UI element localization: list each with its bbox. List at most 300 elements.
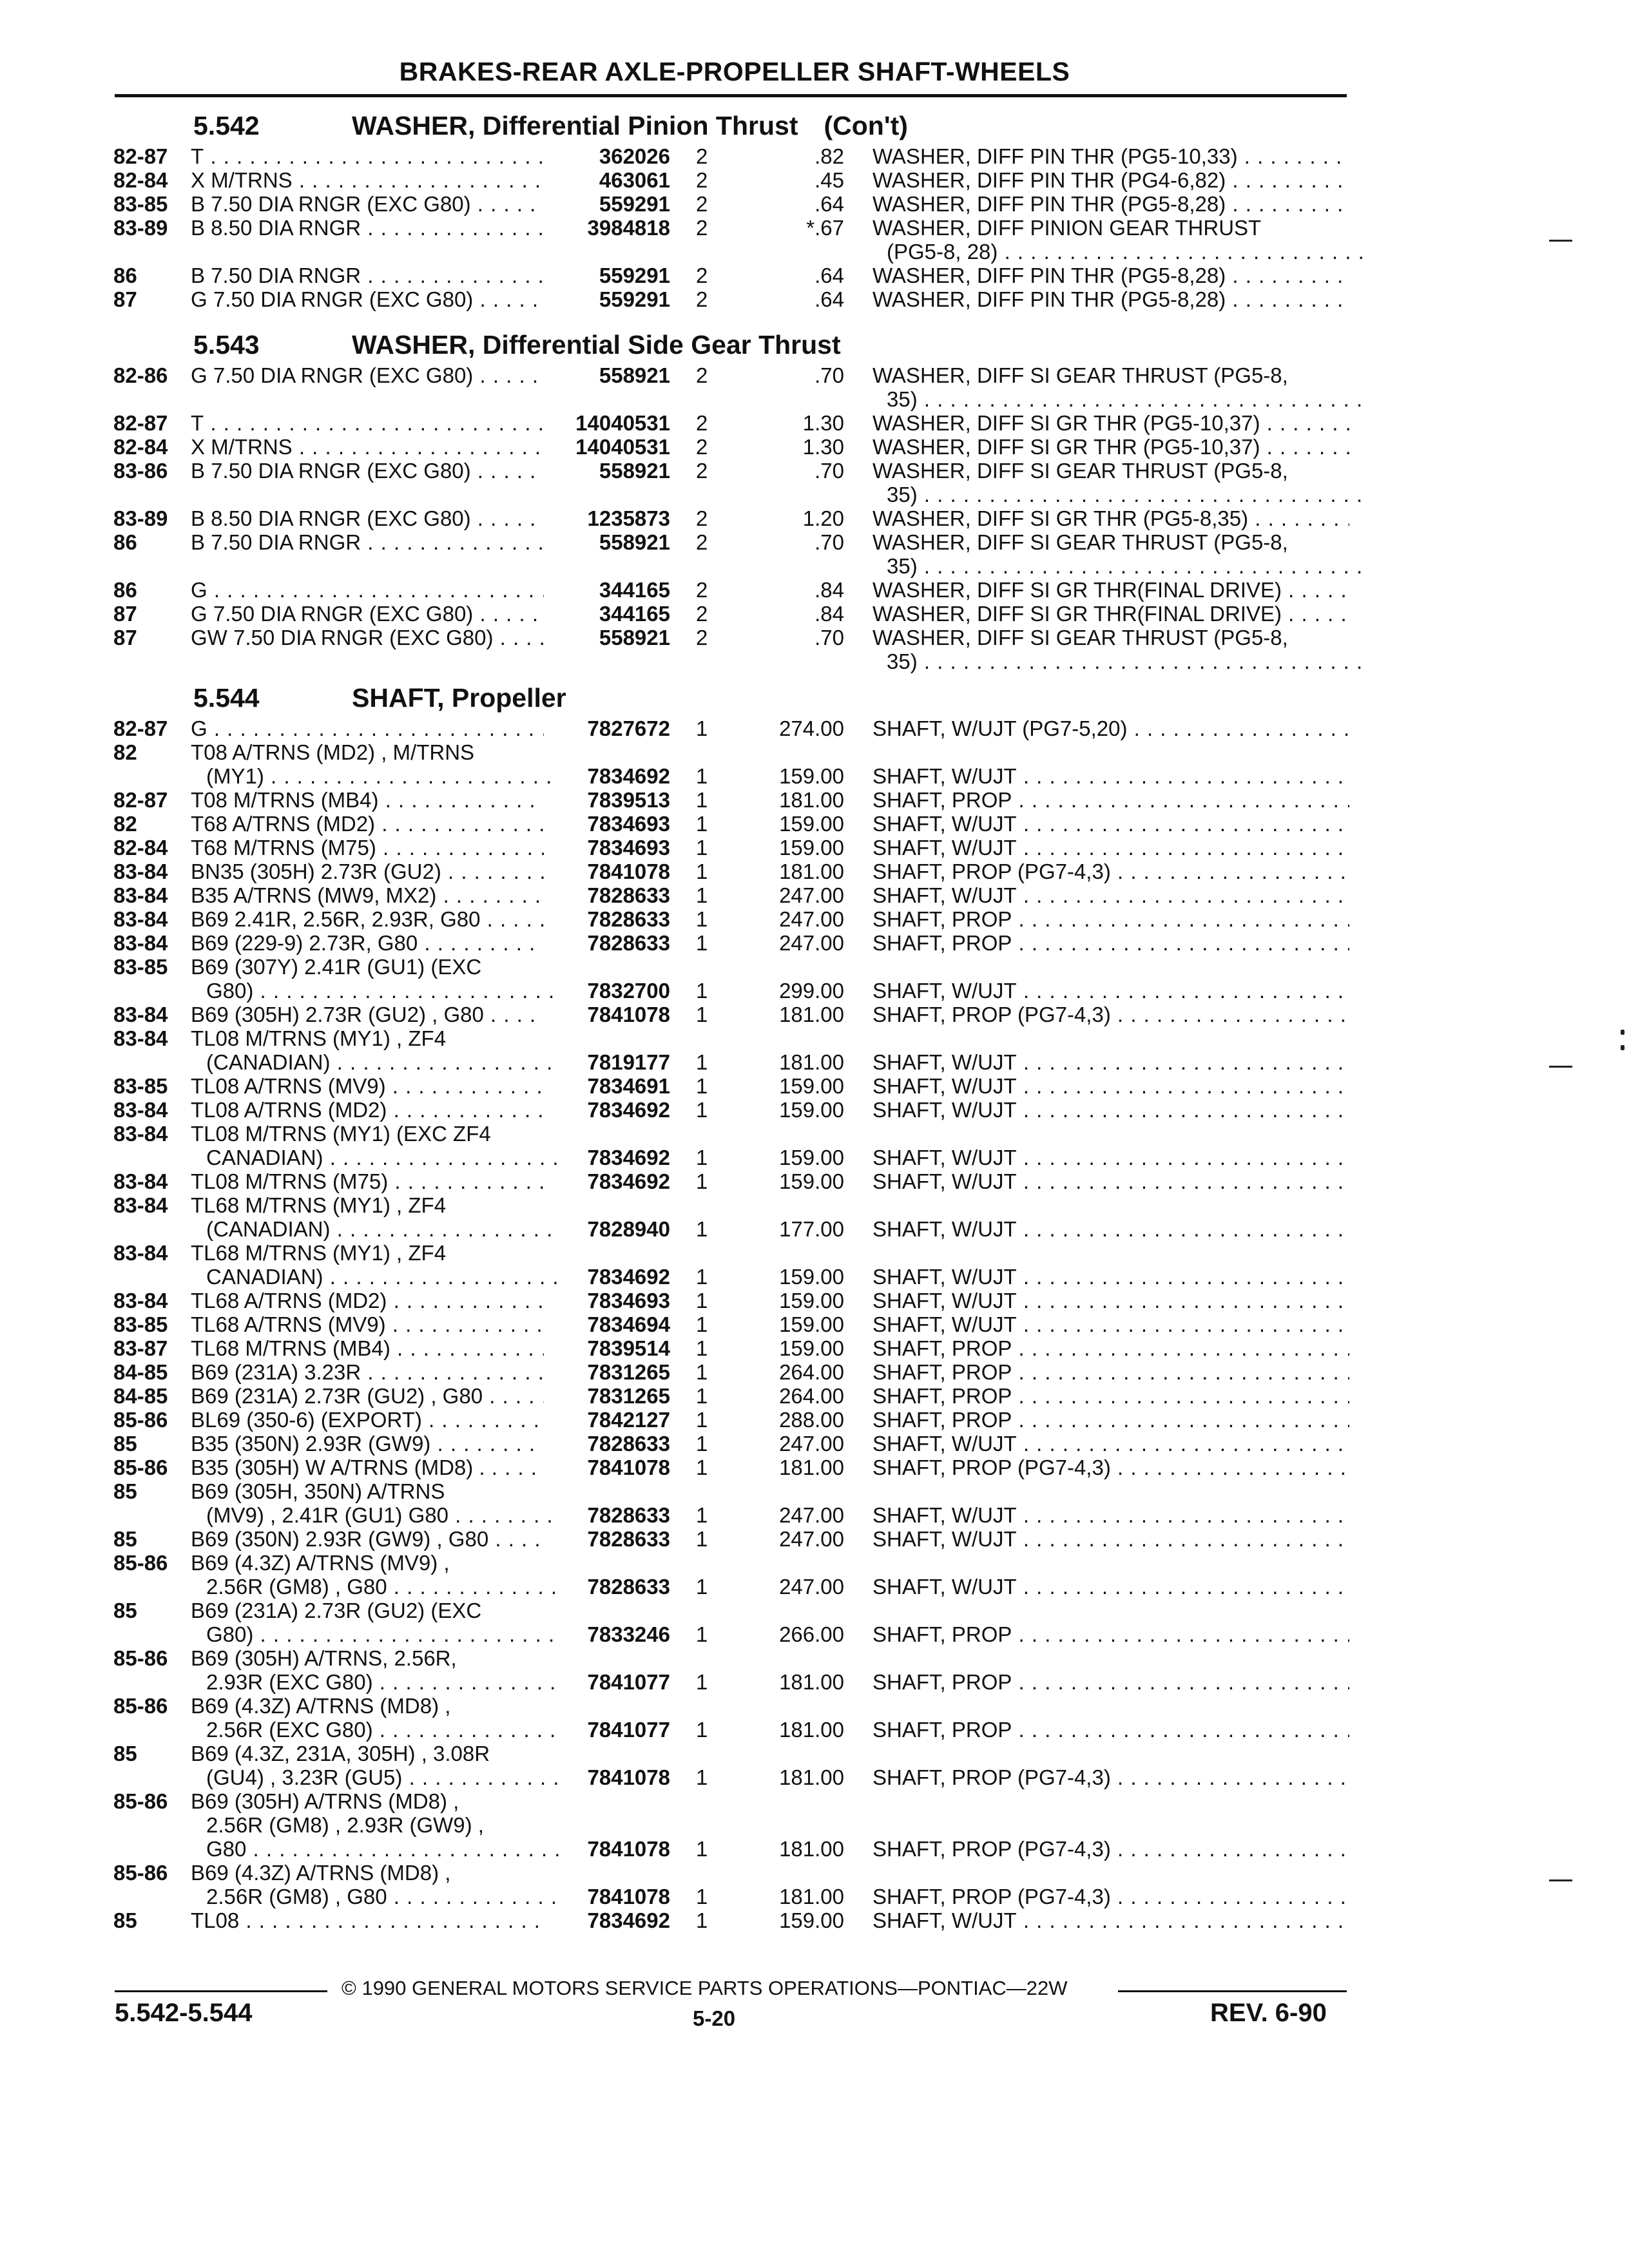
quantity: 1: [696, 1384, 708, 1408]
part-row: [0, 1336, 1629, 1361]
part-number: 559291: [599, 192, 670, 216]
part-row: [0, 530, 1629, 578]
quantity: 2: [696, 192, 708, 216]
part-number: 7834692: [587, 1908, 670, 1932]
price: 181.00: [779, 1885, 844, 1908]
quantity: 1: [696, 907, 708, 931]
part-number: 7834693: [587, 836, 670, 860]
part-name: SHAFT, W/UJT . . .: [872, 764, 1349, 789]
part-description: B 8.50 DIA RNGR . . .: [191, 216, 544, 240]
price: 159.00: [779, 1169, 844, 1193]
part-number: 7834693: [587, 812, 670, 836]
part-name: SHAFT, PROP . . .: [872, 1670, 1349, 1695]
part-name: WASHER, DIFF SI GR THR(FINAL DRIVE) . . .: [872, 602, 1349, 626]
section-continued: (Con't): [824, 111, 908, 140]
model-years: 85: [113, 1599, 137, 1622]
part-number: 7841078: [587, 1456, 670, 1479]
footer-rule-left: [115, 1990, 327, 1992]
part-number: 558921: [599, 626, 670, 649]
price: 274.00: [779, 716, 844, 740]
section-number: [193, 683, 352, 713]
part-row: [0, 1646, 1629, 1694]
quantity: 1: [696, 764, 708, 788]
model-years: 84-85: [113, 1384, 168, 1408]
part-description-cont: (CANADIAN) . . .: [206, 1050, 559, 1075]
part-name: WASHER, DIFF PINION GEAR THRUST: [872, 216, 1262, 240]
part-name: WASHER, DIFF SI GEAR THRUST (PG5-8,: [872, 459, 1288, 483]
quantity: 1: [696, 1003, 708, 1026]
part-name: SHAFT, PROP . . .: [872, 1384, 1349, 1408]
price: 181.00: [779, 1837, 844, 1861]
part-row: [0, 626, 1629, 673]
price: 247.00: [779, 883, 844, 907]
quantity: 2: [696, 264, 708, 287]
price: 266.00: [779, 1622, 844, 1646]
part-row: [0, 907, 1629, 932]
section-title: WASHER, Differential Pinion Thrust: [352, 111, 798, 140]
part-name-cont: 35) . . .: [887, 483, 1364, 507]
part-description-cont: 2.56R (GM8) , 2.93R (GW9) ,: [206, 1813, 484, 1837]
part-number: 344165: [599, 602, 670, 626]
price: 299.00: [779, 979, 844, 1003]
model-years: 83-84: [113, 931, 168, 955]
quantity: 1: [696, 1360, 708, 1384]
model-years: 82-84: [113, 168, 168, 192]
part-description: G 7.50 DIA RNGR (EXC G80) . . .: [191, 363, 544, 388]
part-number: 7828940: [587, 1217, 670, 1241]
model-years: 83-85: [113, 955, 168, 979]
part-description: B69 (229-9) 2.73R, G80 . . .: [191, 931, 544, 956]
part-row: [0, 1742, 1629, 1789]
part-description: B69 (4.3Z, 231A, 305H) , 3.08R: [191, 1742, 490, 1765]
part-number: 463061: [599, 168, 670, 192]
part-name: SHAFT, W/UJT . . .: [872, 1312, 1349, 1337]
quantity: 1: [696, 1265, 708, 1289]
quantity: 1: [696, 1575, 708, 1599]
model-years: 82-86: [113, 363, 168, 387]
quantity: 1: [696, 1050, 708, 1074]
part-description: TL68 A/TRNS (MD2) . . .: [191, 1289, 544, 1313]
part-name: SHAFT, PROP . . .: [872, 1718, 1349, 1742]
price: 159.00: [779, 1289, 844, 1312]
price: 181.00: [779, 860, 844, 883]
part-description: GW 7.50 DIA RNGR (EXC G80) . . .: [191, 626, 544, 650]
part-row: [0, 1384, 1629, 1408]
quantity: 1: [696, 1837, 708, 1861]
part-row: [0, 168, 1629, 193]
quantity: 1: [696, 860, 708, 883]
part-description-cont: G80) . . .: [206, 1622, 559, 1647]
part-description-cont: G80 . . .: [206, 1837, 559, 1861]
price: 159.00: [779, 1908, 844, 1932]
part-row: [0, 931, 1629, 956]
quantity: 1: [696, 1408, 708, 1432]
model-years: 83-84: [113, 883, 168, 907]
part-description: TL08 . . .: [191, 1908, 544, 1933]
part-number: 7834692: [587, 1098, 670, 1122]
model-years: 83-84: [113, 1122, 168, 1146]
part-number: 7841078: [587, 1837, 670, 1861]
part-row: [0, 216, 1629, 264]
part-description-cont: (MV9) , 2.41R (GU1) G80 . . .: [206, 1503, 559, 1528]
price: 264.00: [779, 1384, 844, 1408]
part-name: WASHER, DIFF PIN THR (PG4-6,82) . . .: [872, 168, 1349, 193]
price: 159.00: [779, 812, 844, 836]
part-name: SHAFT, W/UJT . . .: [872, 1503, 1349, 1528]
price: 181.00: [779, 1765, 844, 1789]
quantity: 1: [696, 1622, 708, 1646]
part-description: B35 A/TRNS (MW9, MX2) . . .: [191, 883, 544, 908]
part-name: SHAFT, W/UJT . . .: [872, 836, 1349, 860]
part-name: SHAFT, W/UJT . . .: [872, 979, 1349, 1003]
price: 264.00: [779, 1360, 844, 1384]
part-row: [0, 716, 1629, 741]
part-description: TL08 A/TRNS (MV9) . . .: [191, 1074, 544, 1099]
part-number: 7841078: [587, 1885, 670, 1908]
model-years: 83-89: [113, 506, 168, 530]
part-number: 7827672: [587, 716, 670, 740]
quantity: 2: [696, 411, 708, 435]
part-number: 7834694: [587, 1312, 670, 1336]
part-description: B69 2.41R, 2.56R, 2.93R, G80 . . .: [191, 907, 544, 932]
part-description: B69 (4.3Z) A/TRNS (MV9) ,: [191, 1551, 450, 1575]
part-number: 7832700: [587, 979, 670, 1003]
quantity: 1: [696, 1670, 708, 1694]
part-description: BL69 (350-6) (EXPORT) . . .: [191, 1408, 544, 1432]
quantity: 1: [696, 1456, 708, 1479]
price: 181.00: [779, 1456, 844, 1479]
part-row: [0, 144, 1629, 169]
part-name: SHAFT, PROP (PG7-4,3) . . .: [872, 1837, 1349, 1861]
part-row: [0, 1003, 1629, 1027]
section-number-text: 5.544: [193, 683, 260, 713]
part-name: WASHER, DIFF PIN THR (PG5-8,28) . . .: [872, 264, 1349, 288]
footer-section-range: 5.542-5.544: [115, 1999, 253, 2027]
model-years: 82-87: [113, 144, 168, 168]
model-years: 85-86: [113, 1861, 168, 1885]
part-description-cont: CANADIAN) . . .: [206, 1146, 559, 1170]
footer-rule-right: [1118, 1990, 1347, 1992]
price: 181.00: [779, 1050, 844, 1074]
part-name: SHAFT, W/UJT . . .: [872, 1265, 1349, 1289]
part-row: [0, 506, 1629, 531]
part-name: SHAFT, PROP . . .: [872, 907, 1349, 932]
quantity: 1: [696, 1098, 708, 1122]
part-number: 7828633: [587, 883, 670, 907]
part-number: 7841077: [587, 1670, 670, 1694]
part-row: [0, 264, 1629, 288]
part-name: SHAFT, PROP (PG7-4,3) . . .: [872, 1456, 1349, 1480]
part-name: WASHER, DIFF SI GEAR THRUST (PG5-8,: [872, 530, 1288, 554]
part-number: 7828633: [587, 1503, 670, 1527]
part-description: B 8.50 DIA RNGR (EXC G80) . . .: [191, 506, 544, 531]
model-years: 85-86: [113, 1789, 168, 1813]
part-row: [0, 435, 1629, 459]
section-title: WASHER, Differential Side Gear Thrust: [352, 330, 841, 360]
model-years: 83-85: [113, 192, 168, 216]
part-number: 7841078: [587, 1003, 670, 1026]
part-row: [0, 459, 1629, 506]
model-years: 83-84: [113, 1193, 168, 1217]
part-number: 558921: [599, 530, 670, 554]
part-row: [0, 1456, 1629, 1480]
part-name: WASHER, DIFF SI GR THR(FINAL DRIVE) . . .: [872, 578, 1349, 602]
model-years: 82-87: [113, 788, 168, 812]
part-description: BN35 (305H) 2.73R (GU2) . . .: [191, 860, 544, 884]
model-years: 82-87: [113, 411, 168, 435]
price: 247.00: [779, 1432, 844, 1456]
model-years: 83-85: [113, 1312, 168, 1336]
model-years: 85: [113, 1742, 137, 1765]
part-row: [0, 192, 1629, 216]
quantity: 2: [696, 144, 708, 168]
price: .64: [815, 264, 844, 287]
part-name: SHAFT, W/UJT . . .: [872, 1527, 1349, 1552]
section-number-text: 5.543: [193, 330, 260, 360]
model-years: 82-84: [113, 836, 168, 860]
quantity: 1: [696, 1527, 708, 1551]
title-rule: [115, 94, 1347, 97]
part-description-cont: G80) . . .: [206, 979, 559, 1003]
part-row: [0, 1193, 1629, 1241]
part-row: [0, 1241, 1629, 1289]
price: .45: [815, 168, 844, 192]
part-number: 558921: [599, 363, 670, 387]
part-name: SHAFT, W/UJT . . .: [872, 1289, 1349, 1313]
price: 159.00: [779, 1098, 844, 1122]
quantity: 1: [696, 716, 708, 740]
part-number: 7828633: [587, 1527, 670, 1551]
part-description: TL68 M/TRNS (MB4) . . .: [191, 1336, 544, 1361]
quantity: 1: [696, 1169, 708, 1193]
quantity: 1: [696, 812, 708, 836]
quantity: 1: [696, 1336, 708, 1360]
part-description: X M/TRNS . . .: [191, 168, 544, 193]
part-description: T . . .: [191, 411, 544, 436]
part-description-cont: 2.93R (EXC G80) . . .: [206, 1670, 559, 1695]
section-number: [193, 111, 352, 141]
part-name: SHAFT, W/UJT . . .: [872, 1050, 1349, 1075]
price: 1.30: [802, 435, 844, 459]
part-row: [0, 860, 1629, 884]
part-name: SHAFT, W/UJT . . .: [872, 1217, 1349, 1242]
price: 247.00: [779, 907, 844, 931]
part-description: B69 (231A) 2.73R (GU2) (EXC: [191, 1599, 482, 1622]
part-description: B35 (305H) W A/TRNS (MD8) . . . .: [191, 1456, 544, 1480]
part-description: TL08 M/TRNS (MY1) (EXC ZF4: [191, 1122, 491, 1146]
price: 247.00: [779, 1575, 844, 1599]
part-name: SHAFT, W/UJT . . .: [872, 812, 1349, 836]
price: 181.00: [779, 1003, 844, 1026]
model-years: 83-84: [113, 1003, 168, 1026]
part-name: SHAFT, PROP . . .: [872, 788, 1349, 812]
part-name-cont: 35) . . .: [887, 387, 1364, 412]
part-name: SHAFT, PROP . . .: [872, 1622, 1349, 1647]
price: 181.00: [779, 1670, 844, 1694]
margin-dots: [1621, 1030, 1624, 1052]
part-row: [0, 363, 1629, 411]
part-row: [0, 1122, 1629, 1169]
part-number: 7841077: [587, 1718, 670, 1742]
part-description: T68 A/TRNS (MD2) . . .: [191, 812, 544, 836]
part-number: 7828633: [587, 907, 670, 931]
part-number: 559291: [599, 287, 670, 311]
part-description: G . . .: [191, 716, 544, 741]
section-heading: [193, 683, 566, 713]
model-years: 85: [113, 1432, 137, 1456]
part-name: SHAFT, PROP (PG7-4,3) . . .: [872, 1765, 1349, 1790]
part-description: B69 (305H) A/TRNS (MD8) ,: [191, 1789, 459, 1813]
footer-page-number: 5-20: [693, 2006, 736, 2030]
part-name: WASHER, DIFF SI GEAR THRUST (PG5-8,: [872, 363, 1288, 387]
model-years: 85: [113, 1527, 137, 1551]
part-name: SHAFT, W/UJT . . .: [872, 1432, 1349, 1456]
part-name: SHAFT, PROP . . .: [872, 1336, 1349, 1361]
part-number: 7834691: [587, 1074, 670, 1098]
part-name: WASHER, DIFF SI GEAR THRUST (PG5-8,: [872, 626, 1288, 649]
part-description: TL08 M/TRNS (MY1) , ZF4: [191, 1026, 447, 1050]
part-row: [0, 1289, 1629, 1313]
part-row: [0, 411, 1629, 436]
quantity: 1: [696, 1503, 708, 1527]
part-number: 7841078: [587, 1765, 670, 1789]
model-years: 83-84: [113, 860, 168, 883]
part-description: TL08 M/TRNS (M75) . . .: [191, 1169, 544, 1194]
quantity: 1: [696, 1765, 708, 1789]
part-row: [0, 1169, 1629, 1194]
quantity: 2: [696, 506, 708, 530]
part-number: 7842127: [587, 1408, 670, 1432]
quantity: 1: [696, 1885, 708, 1908]
part-number: 7828633: [587, 1432, 670, 1456]
part-description: B69 (350N) 2.93R (GW9) , G80 . . .: [191, 1527, 544, 1552]
part-row: [0, 602, 1629, 626]
part-description-cont: (GU4) , 3.23R (GU5) . . .: [206, 1765, 559, 1790]
quantity: 2: [696, 578, 708, 602]
model-years: 83-84: [113, 1241, 168, 1265]
part-row: [0, 287, 1629, 312]
part-row: [0, 1074, 1629, 1099]
price: .64: [815, 192, 844, 216]
footer-copyright: © 1990 GENERAL MOTORS SERVICE PARTS OPERATIONS—PONTIAC—22W: [342, 1977, 1068, 1999]
model-years: 85: [113, 1908, 137, 1932]
part-name: WASHER, DIFF PIN THR (PG5-10,33) . . .: [872, 144, 1349, 169]
model-years: 83-84: [113, 1026, 168, 1050]
part-number: 1235873: [587, 506, 670, 530]
price: 247.00: [779, 1503, 844, 1527]
model-years: 85-86: [113, 1456, 168, 1479]
quantity: 1: [696, 1146, 708, 1169]
price: .82: [815, 144, 844, 168]
price: 159.00: [779, 764, 844, 788]
quantity: 2: [696, 216, 708, 240]
model-years: 83-85: [113, 1074, 168, 1098]
part-name: WASHER, DIFF PIN THR (PG5-8,28) . . .: [872, 287, 1349, 312]
part-number: 7839514: [587, 1336, 670, 1360]
part-description: B69 (231A) 3.23R . . .: [191, 1360, 544, 1385]
price: .64: [815, 287, 844, 311]
model-years: 82-87: [113, 716, 168, 740]
part-number: 7839513: [587, 788, 670, 812]
part-description: G 7.50 DIA RNGR (EXC G80) . . .: [191, 602, 544, 626]
part-description: B 7.50 DIA RNGR (EXC G80) . . .: [191, 459, 544, 483]
quantity: 2: [696, 626, 708, 649]
part-description: B69 (305H) A/TRNS, 2.56R,: [191, 1646, 457, 1670]
part-row: [0, 883, 1629, 908]
part-row: [0, 788, 1629, 812]
part-row: [0, 836, 1629, 860]
price: 288.00: [779, 1408, 844, 1432]
part-row: [0, 740, 1629, 788]
part-description-cont: 2.56R (GM8) , G80 . . .: [206, 1575, 559, 1599]
price: 159.00: [779, 1312, 844, 1336]
quantity: 2: [696, 363, 708, 387]
model-years: 84-85: [113, 1360, 168, 1384]
price: 247.00: [779, 931, 844, 955]
footer-revision: REV. 6-90: [1210, 1999, 1327, 2027]
part-description-cont: CANADIAN) . . .: [206, 1265, 559, 1289]
part-number: 7828633: [587, 1575, 670, 1599]
part-number: 7834693: [587, 1289, 670, 1312]
margin-mark: [1549, 240, 1572, 242]
part-description: B69 (231A) 2.73R (GU2) , G80 . . .: [191, 1384, 544, 1408]
section-number-text: 5.542: [193, 111, 260, 140]
part-description: TL08 A/TRNS (MD2) . . .: [191, 1098, 544, 1122]
price: 181.00: [779, 1718, 844, 1742]
part-number: 3984818: [587, 216, 670, 240]
quantity: 1: [696, 1718, 708, 1742]
model-years: 83-84: [113, 1289, 168, 1312]
part-description: TL68 M/TRNS (MY1) , ZF4: [191, 1241, 447, 1265]
part-number: 7831265: [587, 1384, 670, 1408]
part-row: [0, 1026, 1629, 1074]
part-name: WASHER, DIFF PIN THR (PG5-8,28) . . .: [872, 192, 1349, 216]
quantity: 1: [696, 1074, 708, 1098]
part-row: [0, 1432, 1629, 1456]
part-row: [0, 955, 1629, 1003]
price: 159.00: [779, 836, 844, 860]
part-row: [0, 1599, 1629, 1646]
model-years: 86: [113, 578, 137, 602]
part-number: 7834692: [587, 1146, 670, 1169]
part-description: B 7.50 DIA RNGR . . .: [191, 264, 544, 288]
part-description: B69 (305H) 2.73R (GU2) , G80 . . .: [191, 1003, 544, 1027]
part-description-cont: (CANADIAN) . . .: [206, 1217, 559, 1242]
part-description: B 7.50 DIA RNGR (EXC G80) . . .: [191, 192, 544, 216]
part-description: B69 (305H, 350N) A/TRNS: [191, 1479, 445, 1503]
margin-mark: [1549, 1879, 1572, 1881]
price: 159.00: [779, 1265, 844, 1289]
part-description: B35 (350N) 2.93R (GW9) . . .: [191, 1432, 544, 1456]
model-years: 83-89: [113, 216, 168, 240]
model-years: 85: [113, 1479, 137, 1503]
part-row: [0, 1789, 1629, 1861]
model-years: 86: [113, 264, 137, 287]
quantity: 1: [696, 836, 708, 860]
price: .70: [815, 530, 844, 554]
part-name: SHAFT, PROP (PG7-4,3) . . .: [872, 1003, 1349, 1027]
price: .70: [815, 363, 844, 387]
part-number: 14040531: [575, 435, 670, 459]
part-row: [0, 1908, 1629, 1933]
price: .84: [815, 602, 844, 626]
part-name: WASHER, DIFF SI GR THR (PG5-8,35) . . .: [872, 506, 1349, 531]
part-row: [0, 1527, 1629, 1552]
part-row: [0, 1479, 1629, 1527]
part-name-cont: 35) . . .: [887, 554, 1364, 579]
part-name: SHAFT, PROP (PG7-4,3) . . .: [872, 1885, 1349, 1909]
model-years: 85-86: [113, 1646, 168, 1670]
